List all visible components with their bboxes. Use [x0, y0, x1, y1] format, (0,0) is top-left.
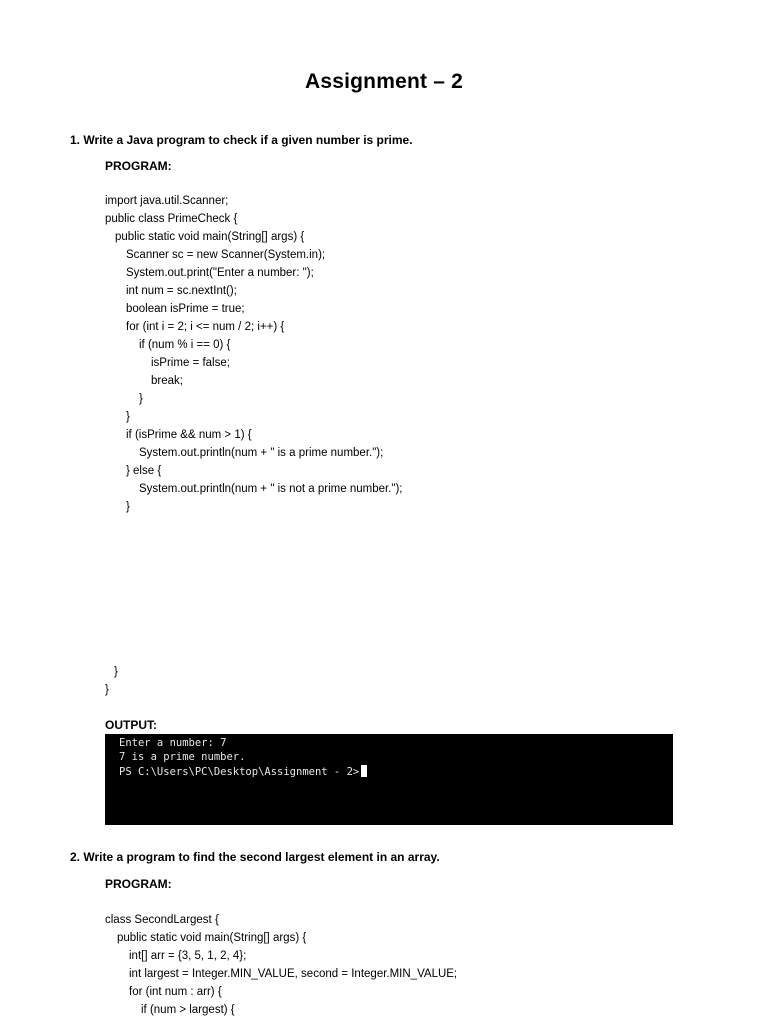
code-line: } else {	[126, 465, 162, 477]
terminal-prompt-line	[119, 765, 367, 778]
terminal-cursor	[361, 765, 367, 777]
code-line: boolean isPrime = true;	[126, 303, 245, 315]
question-1-heading: 1. Write a Java program to check if a given number is prime.	[70, 133, 413, 147]
code-line: if (num % i == 0) {	[139, 339, 231, 351]
code-line: for (int num : arr) {	[129, 986, 222, 998]
code-line: int[] arr = {3, 5, 1, 2, 4};	[129, 950, 247, 962]
terminal-output	[105, 734, 673, 825]
terminal-prompt: PS C:\Users\PC\Desktop\Assignment - 2>	[119, 766, 360, 778]
q1-output-label: OUTPUT:	[105, 718, 157, 732]
q2-program-label: PROGRAM:	[105, 877, 172, 891]
code-line: public static void main(String[] args) {	[117, 932, 307, 944]
code-line: class SecondLargest {	[105, 914, 219, 926]
q1-program-label: PROGRAM:	[105, 159, 172, 173]
code-line: System.out.println(num + " is a prime number.");	[139, 447, 384, 459]
code-line: break;	[151, 375, 183, 387]
code-line: if (isPrime && num > 1) {	[126, 429, 252, 441]
code-line: System.out.println(num + " is not a prime number.");	[139, 483, 403, 495]
code-line: }	[114, 666, 118, 678]
document-title: Assignment – 2	[304, 70, 463, 93]
code-line: System.out.print("Enter a number: ");	[126, 267, 314, 279]
code-line: for (int i = 2; i <= num / 2; i++) {	[126, 321, 285, 333]
code-line: if (num > largest) {	[141, 1004, 235, 1016]
code-line: }	[139, 393, 143, 405]
code-line: }	[105, 684, 109, 696]
code-line: public static void main(String[] args) {	[115, 231, 305, 243]
code-line: }	[126, 411, 130, 423]
question-2-heading: 2. Write a program to find the second largest element in an array.	[70, 850, 440, 864]
code-line: public class PrimeCheck {	[105, 213, 238, 225]
code-line: }	[126, 501, 130, 513]
code-line: Scanner sc = new Scanner(System.in);	[126, 249, 326, 261]
code-line: import java.util.Scanner;	[105, 195, 229, 207]
code-line: int largest = Integer.MIN_VALUE, second = Integer.MIN_VALUE;	[129, 968, 458, 980]
code-line: int num = sc.nextInt();	[126, 285, 237, 297]
terminal-line: Enter a number: 7	[119, 737, 227, 749]
terminal-line: 7 is a prime number.	[119, 751, 246, 763]
code-line: isPrime = false;	[151, 357, 230, 369]
